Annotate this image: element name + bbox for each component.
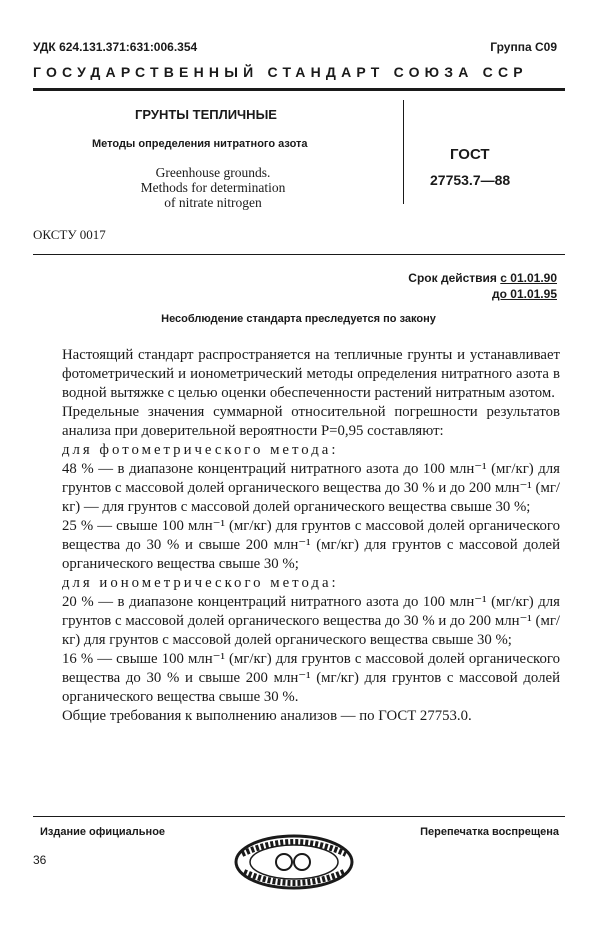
english-title — [128, 165, 298, 210]
paragraph: Настоящий стандарт распространяется на тепличные грунты и устанавливает фотометрический и ионометрический методы определения нитратного азота в водной вытяжке с целью оценки обеспеченности растений нитратным азотом. — [62, 347, 560, 401]
okstu-code: ОКСТУ 0017 — [33, 227, 106, 242]
english-title-line: Methods for determination — [140, 180, 286, 195]
footer-rule — [33, 816, 565, 817]
title-separator — [403, 100, 404, 204]
english-title-line: Greenhouse grounds. — [155, 165, 271, 180]
state-standard-banner: ГОСУДАРСТВЕННЫЙ СТАНДАРТ СОЮЗА ССР — [33, 64, 528, 80]
law-notice: Несоблюдение стандарта преследуется по закону — [161, 313, 436, 325]
english-title-line: of nitrate nitrogen — [164, 195, 262, 210]
section-rule — [33, 254, 565, 255]
validity-period — [408, 270, 557, 302]
document-title: ГРУНТЫ ТЕПЛИЧНЫЕ — [135, 107, 277, 122]
method-label-ionometric: для ионометрического метода: — [62, 575, 339, 591]
page-number: 36 — [33, 853, 47, 867]
official-edition: Издание официальное — [40, 826, 166, 838]
paragraph: 25 % — свыше 100 млн⁻¹ (мг/кг) для грунтов с массовой долей органического вещества до 30 % и свыше 200 млн⁻¹ (мг/кг) для грунтов с массовой долей органического вещества свыше 30 %; — [62, 518, 560, 572]
gost-number: 27753.7—88 — [430, 172, 511, 188]
header-rule — [33, 88, 565, 91]
validity-to: до 01.01.95 — [492, 287, 557, 301]
gost-label: ГОСТ — [450, 146, 490, 163]
paragraph: Общие требования к выполнению анализов — по ГОСТ 27753.0. — [62, 708, 472, 724]
paragraph: 16 % — свыше 100 млн⁻¹ (мг/кг) для грунтов с массовой долей органического вещества до 30 % и свыше 200 млн⁻¹ (мг/кг) для грунтов с массовой долей органического вещества свыше 30 %. — [62, 651, 560, 705]
paragraph: 48 % — в диапазоне концентраций нитратного азота до 100 млн⁻¹ (мг/кг) для грунтов с массовой долей органического вещества до 30 % и до 200 млн⁻¹ (мг/кг) — для грунтов с массовой долей органического вещества свыше 30 %; — [62, 461, 560, 515]
reprint-notice: Перепечатка воспрещена — [420, 826, 559, 838]
document-subtitle: Методы определения нитратного азота — [92, 138, 308, 150]
document-body — [62, 346, 560, 726]
paragraph: Предельные значения суммарной относительной погрешности результатов анализа при доверительной вероятности P=0,95 составляют: — [62, 404, 560, 439]
method-label-photometric: для фотометрического метода: — [62, 442, 339, 458]
validity-label: Срок действия — [408, 271, 497, 285]
udk-code: УДК 624.131.371:631:006.354 — [33, 40, 198, 54]
library-stamp-icon — [232, 832, 356, 892]
group-code: Группа С09 — [490, 40, 557, 54]
validity-from: с 01.01.90 — [500, 271, 557, 285]
paragraph: 20 % — в диапазоне концентраций нитратного азота до 100 млн⁻¹ (мг/кг) для грунтов с массовой долей органического вещества до 30 % и до 200 млн⁻¹ (мг/кг) для грунтов с массовой долей органического вещества свыше 30 %; — [62, 594, 560, 648]
